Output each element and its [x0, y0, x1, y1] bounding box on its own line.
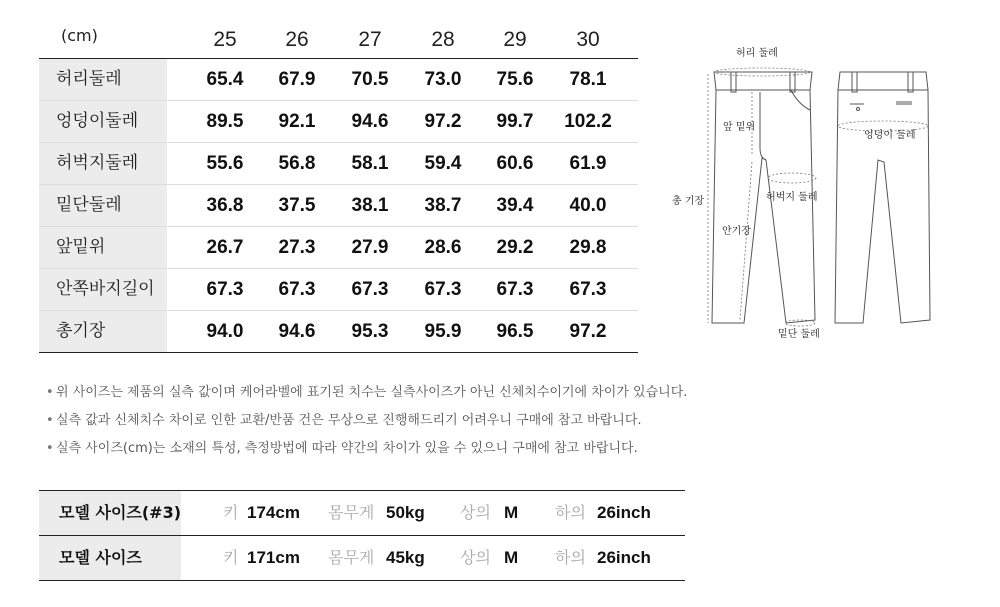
table-cell: 73.0 [424, 69, 462, 90]
table-row [39, 269, 638, 311]
bottom-key: 하의 [555, 503, 586, 522]
size-table [39, 18, 638, 353]
table-cell: 65.4 [206, 69, 244, 90]
bullet: • [46, 413, 54, 428]
bullet: • [46, 441, 54, 456]
table-cell: 26.7 [206, 237, 244, 258]
row-label: 안쪽바지길이 [39, 269, 167, 310]
table-cell: 94.0 [206, 321, 244, 342]
inseam-label: 안기장 [722, 226, 751, 237]
table-cell: 99.7 [496, 111, 534, 132]
height-key: 키 [223, 548, 239, 567]
weight-value: 50kg [386, 503, 425, 522]
top-value: M [504, 548, 519, 567]
row-label: 허리둘레 [39, 59, 167, 100]
table-row [39, 143, 638, 185]
size-header-27: 27 [358, 28, 382, 51]
table-cell: 38.7 [424, 195, 462, 216]
table-cell: 40.0 [569, 195, 607, 216]
table-cell: 75.6 [496, 69, 534, 90]
waist-label: 허리 둘레 [736, 48, 778, 59]
note-text: 위 사이즈는 제품의 실측 값이며 케어라벨에 표기된 치수는 실측사이즈가 아닌 신체치수이기에 차이가 있습니다. [56, 385, 688, 400]
table-cell: 89.5 [206, 111, 244, 132]
table-cell: 27.3 [278, 237, 316, 258]
size-notes [46, 384, 687, 468]
bottom-value: 26inch [597, 503, 651, 522]
table-cell: 95.9 [424, 321, 462, 342]
model-row-label: 모델 사이즈(#3) [39, 491, 181, 535]
table-cell: 29.2 [496, 237, 534, 258]
table-cell: 95.3 [351, 321, 389, 342]
thigh-label: 허벅지 둘레 [766, 192, 818, 203]
table-row [39, 227, 638, 269]
table-cell: 70.5 [351, 69, 389, 90]
size-header-30: 30 [576, 28, 600, 51]
table-cell: 97.2 [424, 111, 462, 132]
row-label: 밑단둘레 [39, 185, 167, 226]
table-cell: 67.3 [424, 279, 462, 300]
table-cell: 59.4 [424, 153, 462, 174]
total-length-label: 총 기장 [672, 196, 705, 207]
model-row [39, 536, 685, 581]
note-item [46, 412, 687, 430]
table-cell: 102.2 [564, 111, 612, 132]
model-size-table [39, 490, 685, 581]
weight-value: 45kg [386, 548, 425, 567]
table-cell: 94.6 [278, 321, 316, 342]
unit-label: (cm) [61, 26, 98, 45]
table-cell: 55.6 [206, 153, 244, 174]
bottom-value: 26inch [597, 548, 651, 567]
row-label: 앞밑위 [39, 227, 167, 268]
table-row [39, 311, 638, 353]
size-header-29: 29 [503, 28, 527, 51]
weight-key: 몸무게 [328, 548, 375, 567]
table-cell: 60.6 [496, 153, 534, 174]
table-row [39, 185, 638, 227]
table-cell: 92.1 [278, 111, 316, 132]
note-item [46, 440, 687, 458]
table-row [39, 101, 638, 143]
model-row-label: 모델 사이즈 [39, 536, 181, 580]
table-cell: 37.5 [278, 195, 316, 216]
note-text: 실측 값과 신체치수 차이로 인한 교환/반품 건은 무상으로 진행해드리기 어려우니 구매에 참고 바랍니다. [56, 413, 642, 428]
table-cell: 56.8 [278, 153, 316, 174]
table-cell: 39.4 [496, 195, 534, 216]
table-cell: 61.9 [569, 153, 607, 174]
table-cell: 38.1 [351, 195, 389, 216]
top-value: M [504, 503, 519, 522]
table-cell: 78.1 [569, 69, 607, 90]
table-cell: 94.6 [351, 111, 389, 132]
hip-label: 엉덩이 둘레 [864, 130, 916, 141]
row-label: 허벅지둘레 [39, 143, 167, 184]
table-cell: 27.9 [351, 237, 389, 258]
table-cell: 67.3 [569, 279, 607, 300]
height-key: 키 [223, 503, 239, 522]
table-cell: 67.3 [278, 279, 316, 300]
height-value: 174cm [247, 503, 300, 522]
table-cell: 96.5 [496, 321, 534, 342]
weight-key: 몸무게 [328, 503, 375, 522]
top-key: 상의 [460, 503, 491, 522]
table-row [39, 59, 638, 101]
note-item [46, 384, 687, 402]
row-label: 엉덩이둘레 [39, 101, 167, 142]
bottom-key: 하의 [555, 548, 586, 567]
size-header-28: 28 [431, 28, 455, 51]
hem-label: 밑단 둘레 [778, 329, 820, 340]
table-cell: 67.3 [206, 279, 244, 300]
top-key: 상의 [460, 548, 491, 567]
table-cell: 36.8 [206, 195, 244, 216]
size-header-26: 26 [285, 28, 309, 51]
pants-measurement-diagram [670, 40, 960, 345]
table-cell: 67.3 [351, 279, 389, 300]
size-header-25: 25 [213, 28, 237, 51]
note-text: 실측 사이즈(cm)는 소재의 특성, 측정방법에 따라 약간의 차이가 있을 수 있으니 구매에 참고 바랍니다. [56, 441, 638, 456]
bullet: • [46, 385, 54, 400]
table-cell: 97.2 [569, 321, 607, 342]
table-cell: 67.9 [278, 69, 316, 90]
row-label: 총기장 [39, 311, 167, 352]
table-cell: 29.8 [569, 237, 607, 258]
table-cell: 67.3 [496, 279, 534, 300]
table-cell: 28.6 [424, 237, 462, 258]
model-row [39, 491, 685, 536]
front-rise-label: 앞 밑위 [723, 122, 756, 133]
table-cell: 58.1 [351, 153, 389, 174]
size-table-header [39, 18, 638, 59]
height-value: 171cm [247, 548, 300, 567]
